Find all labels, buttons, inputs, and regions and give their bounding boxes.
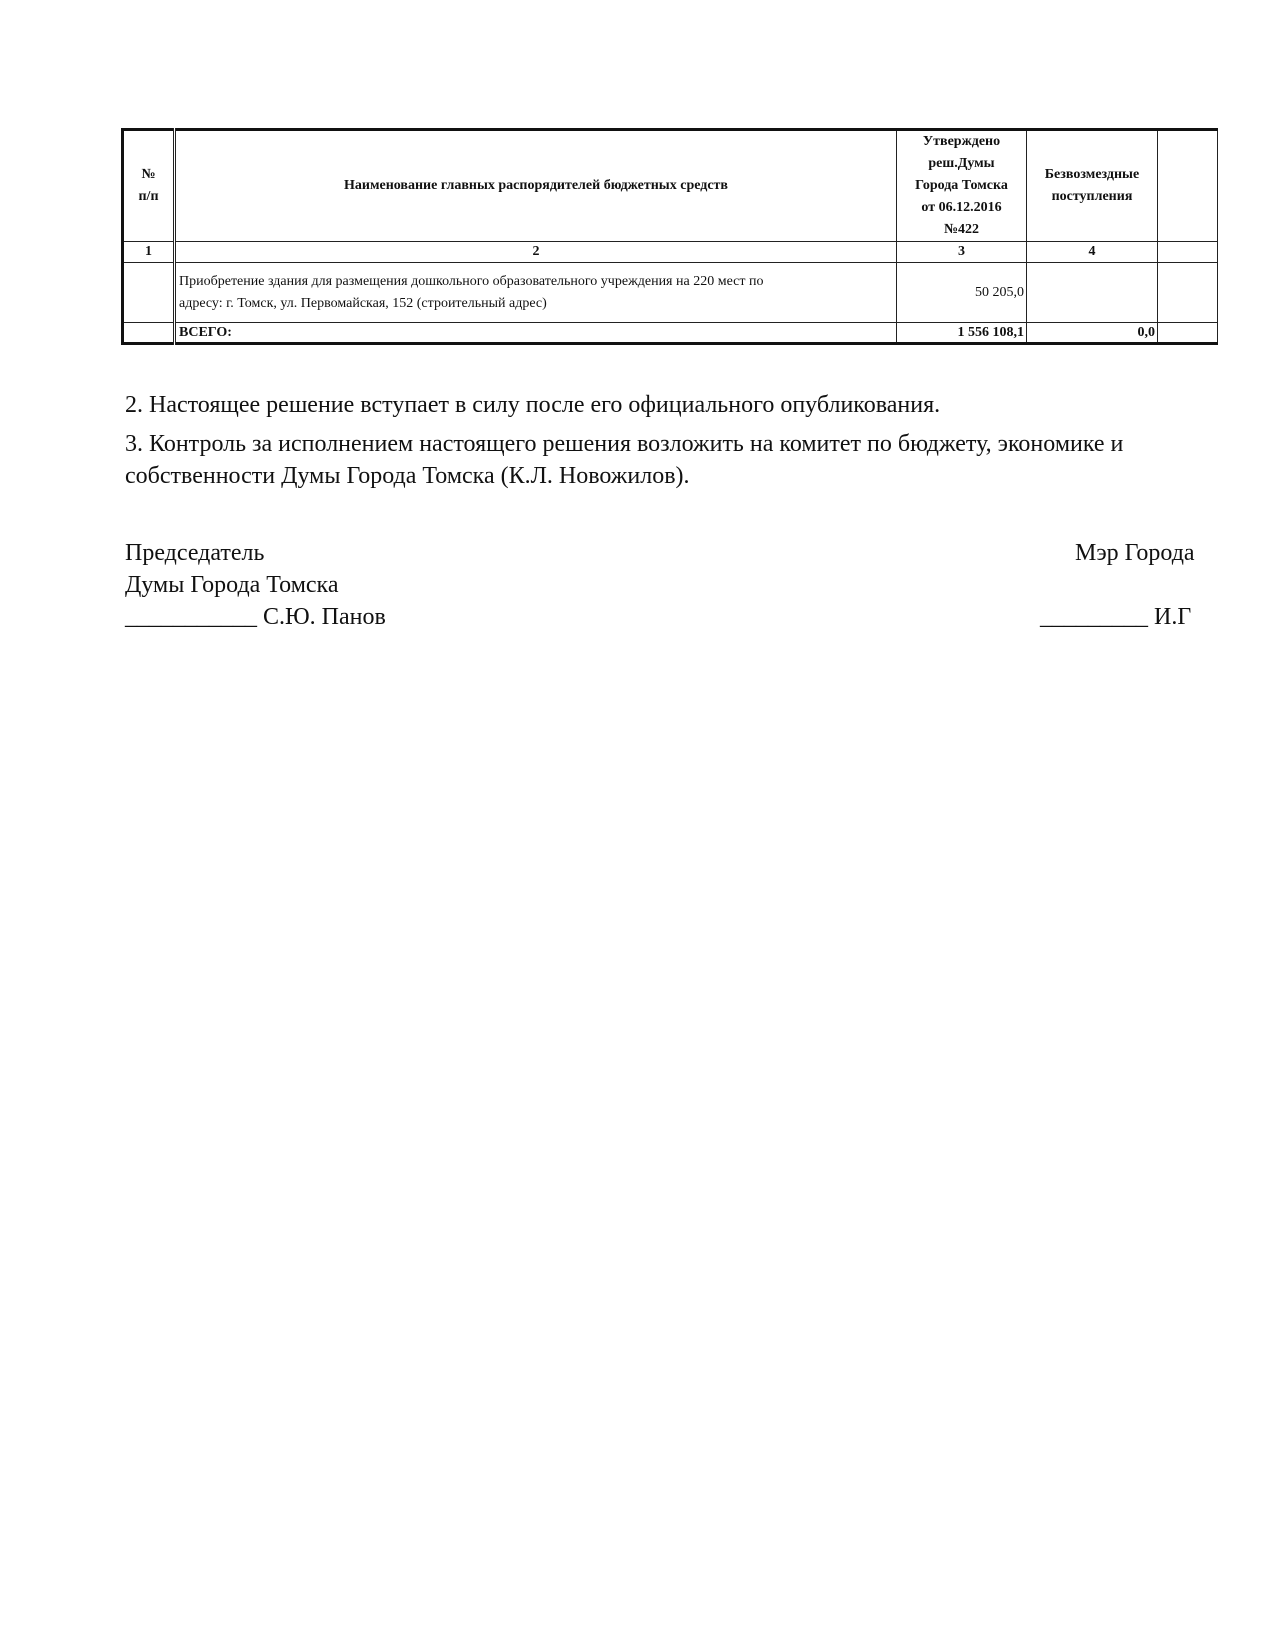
paragraph-2: 2. Настоящее решение вступает в силу после его официального опубликования. (125, 392, 941, 418)
header-free (1027, 130, 1158, 242)
signature-left-title: Председатель (125, 540, 265, 566)
column-index: 3 (897, 242, 1027, 263)
row-free (1027, 263, 1158, 323)
row-cut (1158, 263, 1218, 323)
header-approved-line: Города Томска (915, 178, 1008, 193)
header-num-line: № (141, 167, 156, 182)
paragraph-3-line-2: собственности Думы Города Томска (К.Л. Новожилов). (125, 463, 690, 489)
total-label: ВСЕГО: (175, 323, 897, 344)
header-next-cut (1158, 130, 1218, 242)
paragraph-3-line-1: 3. Контроль за исполнением настоящего решения возложить на комитет по бюджету, экономике и (125, 431, 1124, 457)
total-num (123, 323, 175, 344)
header-approved-line: Утверждено (922, 134, 1001, 149)
signature-left-name: ___________ С.Ю. Панов (125, 604, 386, 630)
total-cut (1158, 323, 1218, 344)
row-approved: 50 205,0 (897, 263, 1027, 323)
table-row (123, 263, 1218, 323)
budget-table (121, 128, 1218, 345)
table-header-row (123, 130, 1218, 242)
column-index: 1 (123, 242, 175, 263)
header-approved-line: №422 (943, 222, 980, 237)
total-free: 0,0 (1027, 323, 1158, 344)
row-name (175, 263, 897, 323)
column-index: 4 (1027, 242, 1158, 263)
total-approved: 1 556 108,1 (897, 323, 1027, 344)
header-free-line: поступления (1051, 189, 1133, 204)
header-free-line: Безвозмездные (1044, 167, 1140, 182)
header-approved (897, 130, 1027, 242)
row-name-line: адресу: г. Томск, ул. Первомайская, 152 (строительный адрес) (179, 295, 547, 311)
signature-left-org: Думы Города Томска (125, 572, 339, 598)
column-index-cut (1158, 242, 1218, 263)
row-num (123, 263, 175, 323)
row-name-line: Приобретение здания для размещения дошкольного образовательного учреждения на 220 мест по (179, 273, 764, 289)
header-name: Наименование главных распорядителей бюджетных средств (175, 130, 897, 242)
signature-right-name: _________ И.Г (1040, 604, 1192, 630)
table-total-row (123, 323, 1218, 344)
header-approved-line: реш.Думы (928, 156, 995, 171)
header-num-line: п/п (138, 189, 159, 204)
header-approved-line: от 06.12.2016 (921, 200, 1002, 215)
column-index: 2 (175, 242, 897, 263)
signature-right-title: Мэр Города (1075, 540, 1195, 566)
column-index-row (123, 242, 1218, 263)
header-num (123, 130, 175, 242)
